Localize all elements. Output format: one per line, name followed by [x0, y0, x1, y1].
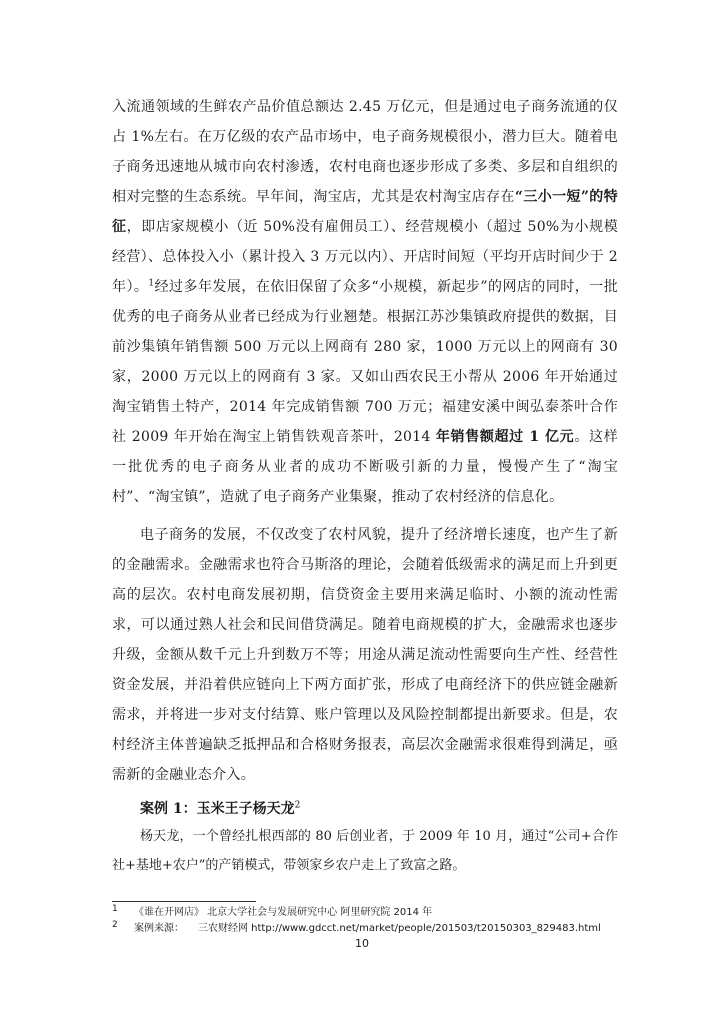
case-title: 案例 1：玉米王子杨天龙 — [140, 801, 295, 817]
bold-phrase-three-small: “三小一短”的特征 — [112, 189, 618, 235]
footnote-1: $^1$ 《谁在开网店》 北京大学社会与发展研究中心 阿里研究院 2014 年 — [112, 903, 433, 918]
bold-phrase-sales: 年销售额超过 1 亿元 — [435, 429, 575, 445]
footnote-divider — [112, 901, 256, 902]
paragraph-1-text-c: 经过多年发展，在依旧保留了众多“小规模，新起步”的网店的同时，一批优秀的电子商务从业者已经成为行业翘楚。根据江苏沙集镇政府提供的数据，目前沙集镇年销售额 500 万元以上网商有 280 家，1000 万元以上的网商有 30 家，2000 万元以上的网商有 3 家。又如山西农民王小帮从 2006 年开始通过淘宝销售土特产，2014 年完成销售额 700 万元；福建安溪中闽弘泰茶叶合作社 2009 年开始在淘宝上销售铁观音茶叶，2014 — [112, 279, 618, 445]
footnote-ref-2[interactable]: 2 — [294, 800, 301, 811]
paragraph-1-text-a: 入流通领域的生鲜农产品价值总额达 2.45 万亿元，但是通过电子商务流通的仅占 1%左右。在万亿级的农产品市场中，电子商务规模很小，潜力巨大。随着电子商务迅速地从城市向农村渗透，农村电商也逐步形成了多类、多层和自组织的相对完整的生态系统。早年间，淘宝店，尤其是农村淘宝店存在 — [112, 99, 618, 205]
footnote-2-source-link[interactable]: 三农财经网 http://www.gdcct.net/market/people/201503/t20150303_829483.html — [198, 923, 601, 934]
case-body: 杨天龙，一个曾经扎根西部的 80 后创业者，于 2009 年 10 月，通过“公司+合作社+基地+农户”的产销模式，带领家乡农户走上了致富之路。 — [112, 829, 618, 873]
footnote-2-label: 案例来源： — [134, 923, 184, 934]
paragraph-1-text-b: ，即店家规模小（近 50%没有雇佣员工）、经营规模小（超过 50%为小规模经营）、总体投入小（累计投入 3 万元以内）、开店时间短（平均开店时间少于 2 年）。 — [112, 219, 618, 295]
footnote-ref-1[interactable]: 1 — [148, 278, 155, 289]
paragraph-1-text-d: 。这样一批优秀的电子商务从业者的成功不断吸引新的力量，慢慢产生了“淘宝村”、“淘宝镇”，造就了电子商务产业集聚，推动了农村经济的信息化。 — [112, 429, 618, 505]
case-heading — [140, 795, 300, 823]
page-number: 10 — [355, 937, 369, 950]
footnote-2: $^2$ 案例来源： 三农财经网 http://www.gdcct.net/market/people/201503/t20150303_829483.html — [112, 919, 601, 934]
body-paragraph-1 — [112, 92, 618, 512]
footnote-1-text: 《谁在开网店》 北京大学社会与发展研究中心 阿里研究院 2014 年 — [134, 907, 433, 918]
body-paragraph-2: 电子商务的发展，不仅改变了农村风貌，提升了经济增长速度，也产生了新的金融需求。金融需求也符合马斯洛的理论，会随着低级需求的满足而上升到更高的层次。农村电商发展初期，信贷资金主要用来满足临时、小额的流动性需求，可以通过熟人社会和民间借贷满足。随着电商规模的扩大，金融需求也逐步升级，金额从数千元上升到数万不等；用途从满足流动性需要向生产性、经营性资金发展，并沿着供应链向上下两方面扩张，形成了电商经济下的供应链金融新需求，并将进一步对支付结算、账户管理以及风险控制都提出新要求。但是，农村经济主体普遍缺乏抵押品和合格财务报表，高层次金融需求很难得到满足，亟需新的金融业态介入。 — [112, 527, 618, 783]
